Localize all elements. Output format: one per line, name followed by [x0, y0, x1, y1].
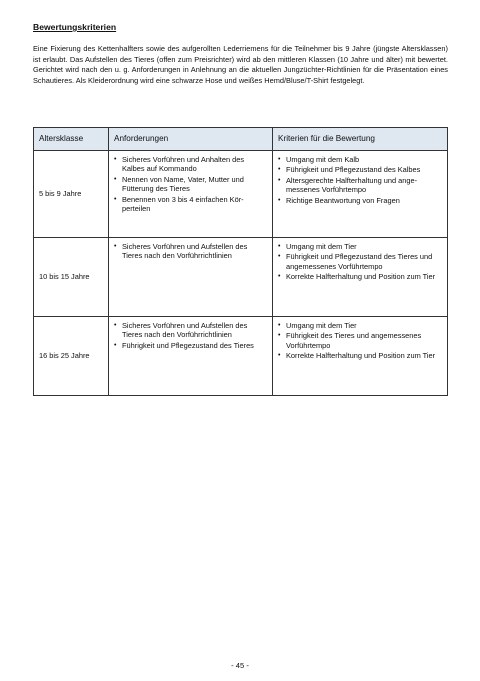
list-item: • Führigkeit und Pflegezustand des Tieres und angemessenes Vorführtempo [278, 252, 433, 271]
bullet-icon: • [278, 243, 281, 250]
table-row [34, 151, 448, 238]
criteria-cell [273, 238, 448, 317]
bullet-icon: • [114, 156, 117, 163]
bullet-icon: • [278, 332, 281, 340]
criteria-table [33, 127, 448, 396]
list-item: • Umgang mit dem Tier [278, 321, 357, 330]
list-item: • Korrekte Halfterhaltung und Position zum Tier [278, 351, 436, 361]
bullet-icon: • [114, 195, 117, 203]
table-header-row [34, 128, 448, 151]
list-item: • Führigkeit und Pflegezustand des Kalbes [278, 165, 421, 175]
criteria-cell [273, 151, 448, 238]
list-item: • Umgang mit dem Tier [278, 242, 357, 251]
bullet-icon: • [114, 243, 117, 250]
bullet-icon: • [278, 273, 281, 281]
list-item: • Sicheres Vorführen und Aufstellen des Tieres nach den Vorführrichtlinien [114, 321, 248, 340]
intro-paragraph: Eine Fixierung des Kettenhalfters sowie des aufgerollten Lederriemens für die Teilnehmer bis 9 Jahre (jüngste Altersklassen) ist erlaubt. Das Aufstellen des Tieres (offen zum Preisrichter) wird ab den mittleren Klassen (10 Jahre und älter) mit bewertet. Gerichtet wird nach den u. g. Anforderungen in Anlehnung an die aktuellen Jungzüchter-Richtlinien für die Präsentation eines Schautieres. Als Kleiderordnung wird eine schwarze Hose und weißes Hemd/Bluse/T-Shirt festgelegt. [33, 44, 448, 85]
list-item: • Altersgerechte Halfterhaltung und angemessenes Vorführtempo [278, 175, 418, 195]
list-item: • Benennen von 3 bis 4 einfachen Körperteilen [114, 194, 244, 214]
list-item: • Korrekte Halfterhaltung und Position zum Tier [278, 272, 436, 282]
age-class-cell: 16 bis 25 Jahre [34, 317, 109, 396]
table-row [34, 317, 448, 396]
requirements-cell [109, 317, 273, 396]
age-class-cell: 5 bis 9 Jahre [34, 151, 109, 238]
age-class-cell: 10 bis 15 Jahre [34, 238, 109, 317]
list-item: • Sicheres Vorführen und Anhalten des Kalbes auf Kommando [114, 155, 245, 174]
requirements-cell [109, 151, 273, 238]
bullet-icon: • [114, 322, 117, 329]
requirements-cell [109, 238, 273, 317]
list-item: • Nennen von Name, Vater, Mutter und Fütterung des Tieres [114, 174, 244, 194]
header-age-class: Altersklasse [34, 128, 109, 151]
list-item: • Richtige Beantwortung von Fragen [278, 195, 400, 205]
bullet-icon: • [278, 156, 281, 163]
bullet-icon: • [278, 322, 281, 329]
bullet-icon: • [114, 175, 117, 183]
page-number: - 45 - [231, 661, 249, 670]
header-criteria: Kriterien für die Bewertung [273, 128, 448, 151]
criteria-cell [273, 317, 448, 396]
list-item: • Sicheres Vorführen und Aufstellen des Tieres nach den Vorführrichtlinien [114, 242, 248, 261]
bullet-icon: • [278, 166, 281, 174]
list-item: • Umgang mit dem Kalb [278, 155, 360, 164]
bullet-icon: • [278, 352, 281, 360]
header-requirements: Anforderungen [109, 128, 273, 151]
table-row [34, 238, 448, 317]
list-item: • Führigkeit des Tieres und angemessenes Vorführtempo [278, 331, 422, 350]
bullet-icon: • [114, 341, 117, 349]
section-heading: Bewertungskriterien [33, 22, 117, 32]
bullet-icon: • [278, 176, 281, 184]
list-item: • Führigkeit und Pflegezustand des Tieres [114, 340, 254, 350]
bullet-icon: • [278, 196, 281, 204]
bullet-icon: • [278, 253, 281, 261]
